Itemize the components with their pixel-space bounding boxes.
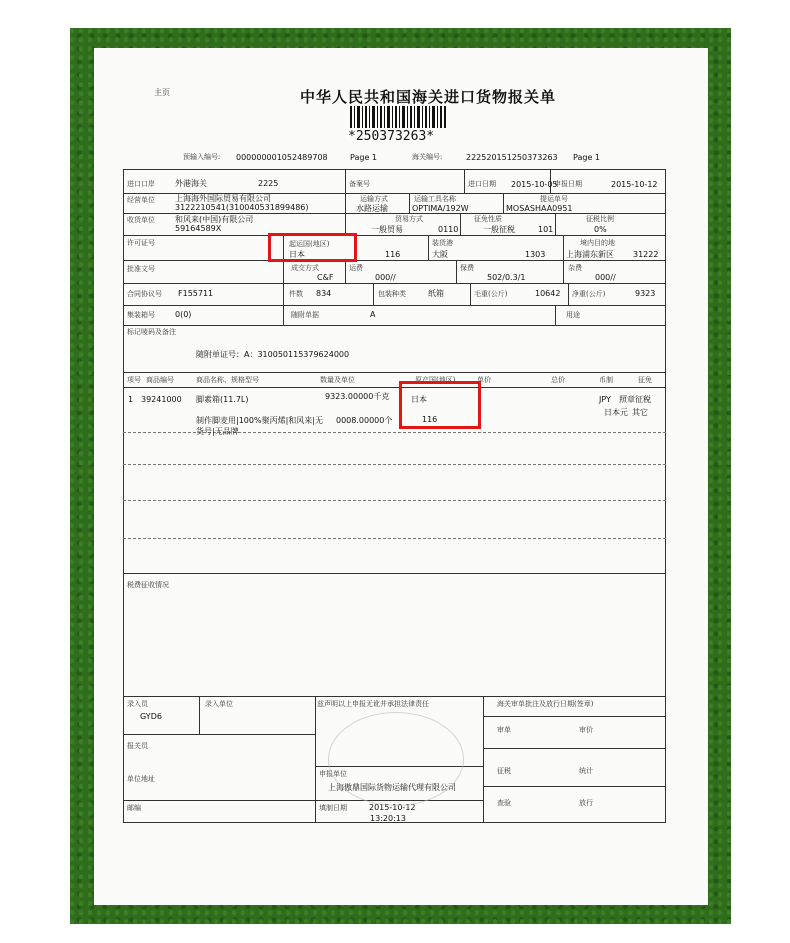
misc-fee-label: 杂费 bbox=[568, 264, 582, 272]
trade-mode-code: 0110 bbox=[438, 225, 459, 234]
grid-line bbox=[123, 213, 666, 214]
document-title: 中华人民共和国海关进口货物报关单 bbox=[300, 88, 557, 106]
grid-line bbox=[123, 800, 483, 801]
grid-line bbox=[345, 213, 346, 235]
pricing-label: 审价 bbox=[579, 726, 593, 734]
highlight-box-origin-goods bbox=[399, 381, 481, 429]
packing-label: 包装种类 bbox=[378, 290, 406, 298]
levy-nature-code: 101 bbox=[538, 225, 554, 234]
grid-line bbox=[373, 283, 374, 305]
grid-line bbox=[563, 235, 564, 260]
attached-docs-label: 随附单据 bbox=[291, 311, 319, 319]
vessel-label: 运输工具名称 bbox=[414, 195, 456, 203]
container-label: 集装箱号 bbox=[127, 311, 155, 319]
customs-number: 222520151250373263 bbox=[466, 153, 558, 162]
declare-date-label: 申报日期 bbox=[554, 180, 582, 188]
marks-label: 标记唛码及备注 bbox=[127, 328, 176, 336]
license-label: 许可证号 bbox=[127, 239, 155, 247]
destination-code: 31222 bbox=[633, 250, 659, 259]
grid-line bbox=[123, 387, 666, 388]
grid-line bbox=[409, 193, 410, 213]
col-levy: 征免 bbox=[638, 376, 652, 384]
consignee-code: 3122210541(310040531899486) bbox=[175, 203, 309, 212]
freight-label: 运费 bbox=[349, 264, 363, 272]
goods-levy: 照章征税 bbox=[619, 395, 651, 404]
pieces-label: 件数 bbox=[289, 290, 303, 298]
grid-line bbox=[345, 260, 346, 283]
pre-entry-number: 000000001052489708 bbox=[236, 153, 328, 162]
goods-row-separator bbox=[123, 464, 666, 465]
insurance: 502/0.3/1 bbox=[487, 273, 526, 282]
pre-entry-label: 预输入编号: bbox=[183, 153, 221, 161]
grid-line bbox=[123, 372, 666, 373]
attached-document-number: 随附单证号：A：310050115379624000 bbox=[196, 350, 350, 359]
bl-number: MOSASHAA0951 bbox=[506, 204, 573, 213]
freight: 000// bbox=[375, 273, 396, 282]
clerk-code: GYD6 bbox=[140, 712, 162, 721]
grid-line bbox=[283, 260, 284, 283]
entry-unit-label: 录入单位 bbox=[205, 700, 233, 708]
grid-line bbox=[123, 325, 666, 326]
customs-number-label: 海关编号: bbox=[412, 153, 443, 161]
port-label: 进口口岸 bbox=[127, 180, 155, 188]
consignee-label: 经营单位 bbox=[127, 196, 155, 204]
highlight-box-origin-header bbox=[268, 233, 357, 262]
tax-label: 税费征收情况 bbox=[127, 581, 169, 589]
entry-clerk-label: 录入员 bbox=[127, 700, 148, 708]
customs-examination-label: 海关审单批注及放行日期(签章) bbox=[497, 700, 594, 708]
goods-row-separator bbox=[123, 500, 666, 501]
terms: C&F bbox=[317, 273, 334, 282]
tax-rate: 0% bbox=[594, 225, 607, 234]
grid-line bbox=[503, 193, 504, 213]
grid-line bbox=[315, 696, 316, 823]
col-name-spec: 商品名称、规格型号 bbox=[196, 376, 259, 384]
barcode-text: *250373263* bbox=[348, 129, 435, 144]
goods-hs-code: 39241000 bbox=[141, 395, 182, 404]
origin-country-label: 起运国(地区) bbox=[289, 240, 330, 248]
col-origin: 原产国(地区) bbox=[415, 376, 456, 384]
col-quantity: 数量及单位 bbox=[320, 376, 355, 384]
page-indicator-a: Page 1 bbox=[350, 153, 377, 162]
grid-line bbox=[428, 235, 429, 260]
goods-row-separator bbox=[123, 538, 666, 539]
print-time: 13:20:13 bbox=[370, 814, 406, 823]
grid-line bbox=[123, 235, 666, 236]
approval-label: 批准文号 bbox=[127, 265, 155, 273]
port-code: 2225 bbox=[258, 179, 279, 188]
levy-tax-label: 征税 bbox=[497, 767, 511, 775]
contract-label: 合同协议号 bbox=[127, 290, 162, 298]
grid-line bbox=[345, 193, 346, 213]
barcode-icon bbox=[350, 106, 446, 128]
stamp-mark-icon bbox=[328, 712, 464, 806]
port-value: 外港海关 bbox=[175, 179, 207, 188]
gross-weight-label: 毛重(公斤) bbox=[474, 290, 508, 298]
page-tag: 主页 bbox=[154, 88, 170, 97]
container-number: 0(0) bbox=[175, 310, 192, 319]
statistics-label: 统计 bbox=[579, 767, 593, 775]
fill-date: 2015-10-12 bbox=[369, 803, 416, 812]
grid-line bbox=[483, 748, 666, 749]
loading-port-label: 装货港 bbox=[432, 239, 453, 247]
grid-line bbox=[470, 283, 471, 305]
col-item-no: 项号 bbox=[127, 376, 141, 384]
col-total-price: 总价 bbox=[551, 376, 565, 384]
grid-line bbox=[483, 716, 666, 717]
declaration-statement: 兹声明以上申报无讹并承担法律责任 bbox=[317, 700, 429, 708]
declare-unit: 上海傲鼎国际货物运输代理有限公司 bbox=[328, 783, 456, 792]
grid-line bbox=[283, 283, 284, 305]
grid-line bbox=[456, 260, 457, 283]
col-currency: 币制 bbox=[599, 376, 613, 384]
grid-line bbox=[123, 283, 666, 284]
gross-weight: 10642 bbox=[535, 289, 561, 298]
use-label: 用途 bbox=[566, 311, 580, 319]
page-indicator-b: Page 1 bbox=[573, 153, 600, 162]
insurance-label: 保费 bbox=[460, 264, 474, 272]
levy-nature: 一般征税 bbox=[483, 225, 515, 234]
receiver-code: 59164589X bbox=[175, 224, 222, 233]
declare-date: 2015-10-12 bbox=[611, 180, 658, 189]
goods-currency-name: 日本元 bbox=[604, 408, 628, 417]
receiver-name: 和风来(中国)有限公司 bbox=[175, 215, 254, 224]
goods-levy-sub: 其它 bbox=[632, 408, 648, 417]
destination-label: 境内目的地 bbox=[580, 239, 615, 247]
loading-port: 大阪 bbox=[432, 250, 448, 259]
grid-line bbox=[460, 213, 461, 235]
goods-spec-2: 货号|无品牌 bbox=[196, 427, 239, 436]
loading-port-code: 1303 bbox=[525, 250, 546, 259]
goods-quantity-2: 0008.00000个 bbox=[336, 416, 393, 425]
grid-line bbox=[199, 696, 200, 734]
misc-fee: 000// bbox=[595, 273, 616, 282]
destination: 上海浦东新区 bbox=[566, 250, 614, 259]
consignee-name: 上海海外国际贸易有限公司 bbox=[175, 194, 271, 203]
goods-spec: 制作脚麦用|100%聚丙烯|和风来|无 bbox=[196, 416, 323, 425]
declarer-label: 报关员 bbox=[127, 742, 148, 750]
declare-unit-label: 申报单位 bbox=[319, 770, 347, 778]
pieces: 834 bbox=[316, 289, 332, 298]
goods-quantity-1: 9323.00000千克 bbox=[325, 392, 390, 401]
levy-nature-label: 征免性质 bbox=[474, 215, 502, 223]
trade-mode-label: 贸易方式 bbox=[395, 215, 423, 223]
goods-name: 脚素箱(11.7L) bbox=[196, 395, 249, 404]
grid-line bbox=[123, 573, 666, 574]
goods-origin-code: 116 bbox=[422, 415, 438, 424]
vessel-name: OPTIMA/192W bbox=[412, 204, 469, 213]
terms-label: 成交方式 bbox=[291, 264, 319, 272]
grid-line bbox=[555, 305, 556, 325]
grid-line bbox=[123, 696, 666, 697]
import-date: 2015-10-05 bbox=[511, 180, 558, 189]
unit-address-label: 单位地址 bbox=[127, 775, 155, 783]
receiver-label: 收货单位 bbox=[127, 216, 155, 224]
bl-label: 提运单号 bbox=[540, 195, 568, 203]
import-date-label: 进口日期 bbox=[468, 180, 496, 188]
grid-line bbox=[563, 260, 564, 283]
col-unit-price: 单价 bbox=[477, 376, 491, 384]
transport-mode: 水路运输 bbox=[356, 204, 388, 213]
net-weight-label: 净重(公斤) bbox=[572, 290, 606, 298]
transport-mode-label: 运输方式 bbox=[360, 195, 388, 203]
grid-line bbox=[283, 305, 284, 325]
grid-line bbox=[123, 734, 315, 735]
grid-line bbox=[345, 169, 346, 193]
record-label: 备案号 bbox=[349, 180, 370, 188]
grid-line bbox=[483, 786, 666, 787]
check-label: 查验 bbox=[497, 799, 511, 807]
col-hs-code: 商品编号 bbox=[146, 376, 174, 384]
audit-label: 审单 bbox=[497, 726, 511, 734]
net-weight: 9323 bbox=[635, 289, 656, 298]
grid-line bbox=[464, 169, 465, 193]
postcode-label: 邮编 bbox=[127, 804, 141, 812]
packing: 纸箱 bbox=[428, 289, 444, 298]
goods-origin: 日本 bbox=[411, 395, 427, 404]
grid-line bbox=[123, 260, 666, 261]
grid-line bbox=[555, 213, 556, 235]
attached-docs: A bbox=[370, 310, 376, 319]
grid-line bbox=[123, 305, 666, 306]
goods-item-no: 1 bbox=[128, 395, 134, 404]
origin-country-code: 116 bbox=[385, 250, 401, 259]
contract-number: F155711 bbox=[178, 289, 214, 298]
release-label: 放行 bbox=[579, 799, 593, 807]
origin-country: 日本 bbox=[289, 250, 305, 259]
fill-date-label: 填制日期 bbox=[319, 804, 347, 812]
grid-line bbox=[568, 283, 569, 305]
tax-rate-label: 征税比例 bbox=[586, 215, 614, 223]
goods-currency: JPY bbox=[599, 395, 611, 404]
trade-mode: 一般贸易 bbox=[371, 225, 403, 234]
